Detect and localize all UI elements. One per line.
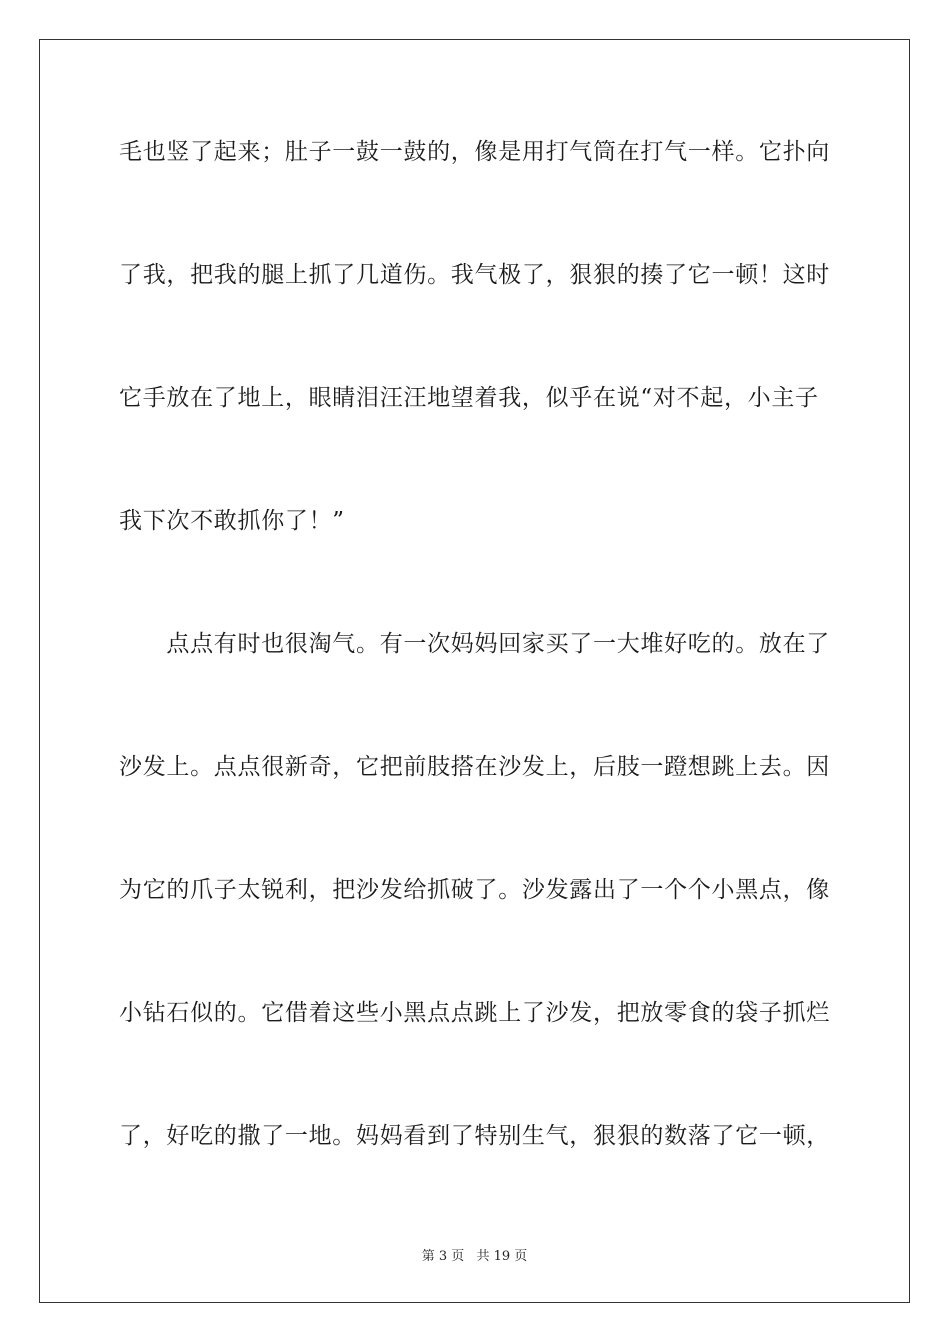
text-line: 沙发上。点点很新奇，它把前肢搭在沙发上，后肢一蹬想跳上去。因 — [119, 754, 830, 780]
page-number: 第 3 页 — [421, 1249, 465, 1264]
page-total: 共 19 页 — [476, 1249, 528, 1264]
page-frame — [39, 39, 910, 1303]
text-line: 点点有时也很淘气。有一次妈妈回家买了一大堆好吃的。放在了 — [119, 631, 830, 657]
text-line: 了我，把我的腿上抓了几道伤。我气极了，狠狠的揍了它一顿！这时 — [119, 262, 830, 288]
text-line: 了，好吃的撒了一地。妈妈看到了特别生气，狠狠的数落了它一顿， — [119, 1123, 830, 1149]
text-line: 毛也竖了起来；肚子一鼓一鼓的，像是用打气筒在打气一样。它扑向 — [119, 139, 830, 165]
text-line: 小钻石似的。它借着这些小黑点点跳上了沙发，把放零食的袋子抓烂 — [119, 1000, 830, 1026]
text-line: 我下次不敢抓你了！” — [119, 508, 345, 534]
page-footer — [40, 1248, 909, 1266]
text-line: 它手放在了地上，眼睛泪汪汪地望着我，似乎在说“对不起，小主子 — [119, 385, 819, 411]
text-line: 为它的爪子太锐利，把沙发给抓破了。沙发露出了一个个小黑点，像 — [119, 877, 830, 903]
